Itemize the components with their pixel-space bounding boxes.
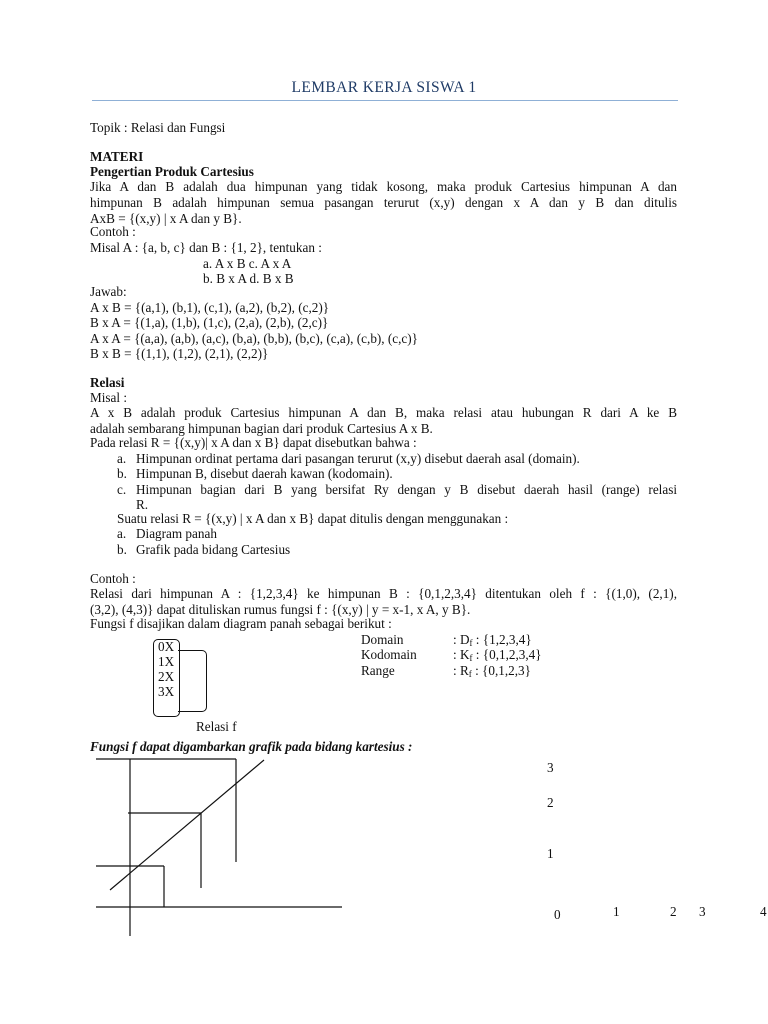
x-tick-label: 1 (613, 904, 620, 919)
domain-set: {1,2,3,4} (482, 632, 532, 647)
cartesius-subheading: Pengertian Produk Cartesius (90, 164, 254, 179)
paragraph-line: Jika A dan B adalah dua himpunan yang tidak kosong, maka produk Cartesius himpunan A dan (90, 179, 677, 194)
answer-line: B x B = {(1,1), (1,2), (2,1), (2,2)} (90, 346, 269, 361)
grafik-heading: Fungsi f dapat digambarkan grafik pada bidang kartesius : (90, 739, 413, 754)
range-set: {0,1,2,3} (482, 663, 531, 678)
paragraph-line: AxB = {(x,y) | x A dan y B}. (90, 211, 242, 226)
kodomain-label: Kodomain (361, 647, 417, 662)
x-tick-label: 2 (670, 904, 677, 919)
list-item: Grafik pada bidang Cartesius (136, 542, 291, 557)
set-item: 1X (158, 654, 175, 669)
paragraph-line: Relasi dari himpunan A : {1,2,3,4} ke himpunan B : {0,1,2,3,4} ditentukan oleh f : {(1,0), (2,1), (90, 586, 677, 601)
task-line: a. A x B c. A x A (203, 256, 292, 271)
paragraph-line: A x B adalah produk Cartesius himpunan A dan B, maka relasi atau hubungan R dari A ke B (90, 405, 677, 420)
y-tick-label: 2 (547, 795, 554, 810)
set-item: 0X (158, 639, 175, 654)
contoh-label: Contoh : (90, 571, 136, 586)
fungsi-diagram-line: Fungsi f disajikan dalam diagram panah sebagai berikut : (90, 616, 392, 631)
y-tick-label: 1 (547, 846, 554, 861)
range-subscript: f (468, 669, 472, 679)
y-tick-label: 3 (547, 760, 554, 775)
suatu-relasi-line: Suatu relasi R = {(x,y) | x A dan x B} dapat ditulis dengan menggunakan : (117, 511, 509, 526)
relasi-f-caption: Relasi f (196, 719, 237, 734)
list-marker: a. (117, 451, 127, 466)
answer-line: A x B = {(a,1), (b,1), (c,1), (a,2), (b,2), (c,2)} (90, 300, 330, 315)
list-item: Himpunan bagian dari B yang bersifat Ry dengan y B disebut daerah hasil (range) relasi (136, 482, 677, 497)
range-value: : $R_f$ : {0,1,2,3} (453, 663, 531, 679)
domain-value: : $D_f$ : {1,2,3,4} (453, 632, 532, 648)
kodomain-value: : $K_f$ : {0,1,2,3,4} (453, 647, 542, 663)
misal-label: Misal : (90, 390, 127, 405)
paragraph-line: (3,2), (4,3)} dapat dituliskan rumus fungsi f : {(x,y) | y = x-1, x A, y B}. (90, 602, 471, 617)
contoh-label: Contoh : (90, 224, 136, 239)
pada-relasi-line: Pada relasi R = {(x,y)| x A dan x B} dapat disebutkan bahwa : (90, 435, 417, 450)
function-line (110, 760, 264, 890)
x-tick-label: 0 (554, 907, 561, 922)
paragraph-line: himpunan B adalah himpunan semua pasangan terurut (x,y) dengan x A dan y B dan ditulis (90, 195, 677, 210)
list-item: Himpunan ordinat pertama dari pasangan terurut (x,y) disebut daerah asal (domain). (136, 451, 580, 466)
kodomain-symbol: K (459, 647, 470, 662)
kodomain-set: {0,1,2,3,4} (482, 647, 542, 662)
set-item: 2X (158, 669, 175, 684)
relasi-heading: Relasi (90, 375, 125, 390)
x-tick-label: 3 (699, 904, 706, 919)
misal-line: Misal A : {a, b, c} dan B : {1, 2}, tentukan : (90, 240, 322, 255)
topik-line: Topik : Relasi dan Fungsi (90, 120, 226, 135)
domain-symbol: D (459, 632, 470, 647)
page-title: LEMBAR KERJA SISWA 1 (291, 79, 477, 96)
list-marker: c. (117, 482, 127, 497)
paragraph-line: adalah sembarang himpunan bagian dari produk Cartesius A x B. (90, 421, 433, 436)
list-item: Himpunan B, disebut daerah kawan (kodomain). (136, 466, 393, 481)
list-marker: b. (117, 542, 127, 557)
answer-line: A x A = {(a,a), (a,b), (a,c), (b,a), (b,b), (b,c), (c,a), (c,b), (c,c)} (90, 331, 419, 346)
domain-subscript: f (469, 638, 473, 648)
list-marker: a. (117, 526, 127, 541)
task-line: b. B x A d. B x B (203, 271, 294, 286)
list-item-continuation: R. (136, 497, 149, 512)
list-marker: b. (117, 466, 127, 481)
list-item: Diagram panah (136, 526, 217, 541)
set-item: 3X (158, 684, 175, 699)
domain-label: Domain (361, 632, 404, 647)
range-label: Range (361, 663, 395, 678)
materi-heading: MATERI (90, 149, 144, 164)
answer-line: B x A = {(1,a), (1,b), (1,c), (2,a), (2,b), (2,c)} (90, 315, 329, 330)
kodomain-subscript: f (469, 653, 473, 663)
jawab-label: Jawab: (90, 284, 127, 299)
x-tick-label: 4 (760, 904, 767, 919)
range-symbol: R (459, 663, 469, 678)
